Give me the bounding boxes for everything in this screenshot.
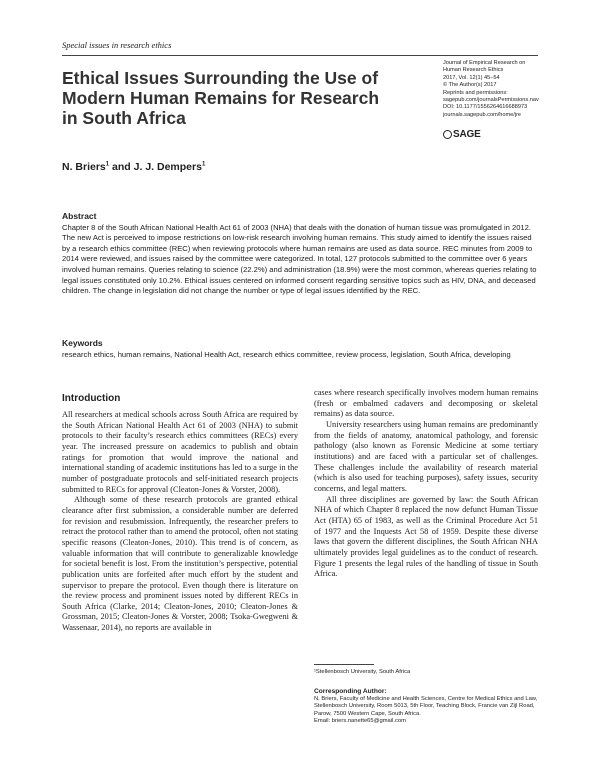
author-name: J. J. Dempers [133, 161, 202, 173]
affiliation-mark: 1 [105, 161, 110, 168]
keywords-heading: Keywords [62, 338, 103, 348]
corresponding-author-address: N. Briers, Faculty of Medicine and Health Sciences, Centre for Medical Ethics and Law, Stellenbosch University, Room 5013, 5th Floor, Teaching Block, Francie van Zijl Road, Parow, 7500 Western Cape, South Africa. [314, 695, 538, 717]
author-name: N. Briers [62, 161, 106, 173]
corresponding-author-email[interactable]: Email: briers.nanette65@gmail.com [314, 718, 406, 725]
journal-info-line: © The Author(s) 2017 [443, 82, 497, 89]
body-paragraph: University researchers using human remains are predominantly from the fields of anatomy, anatomical pathology, and forensic pathology (also known as Forensic Medicine at some tertiary institutions) and are faced with a particular set of challenges. These challenges include the availability of research material (which is also used for teaching purposes), safety issues, security concerns, and legal matters. [314, 419, 538, 493]
article-title: Ethical Issues Surrounding the Use of Modern Human Remains for Research in South Africa [62, 68, 380, 128]
keywords [62, 338, 538, 360]
header-divider [62, 55, 538, 56]
body-paragraph: Although some of these research protocols are granted ethical clearance after first submission, a considerable number are deferred for revision and resubmission. Infrequently, the researcher prefers to retract the protocol rather than to amend the protocol, often not stating specific reasons (Cleaton-Jones, 2010). This trend is of concern, as valuable information that will contribute to generalizable knowledge for societal benefit is lost. From the institution’s perspective, potential publication units are forfeited after much effort by the student and supervisor to prepare the protocol. Even though there is literature on the review process and prominent issues noted by different RECs in South Africa (Clarke, 2014; Cleaton-Jones, 2010; Cleaton-Jones & Grossman, 2015; Cleaton-Jones & Vorster, 2008; Tsoka-Gwegweni & Wassenaar, 2014), no reports are available in [62, 495, 298, 633]
authors [62, 161, 205, 173]
abstract [62, 211, 538, 297]
affiliation-footnote: ¹Stellenbosch University, South Africa [314, 669, 411, 675]
corresponding-author [314, 688, 538, 726]
journal-info [443, 60, 563, 119]
keywords-text: research ethics, human remains, National Health Act, research ethics committee, review process, legislation, South Africa, developing [62, 349, 511, 359]
journal-info-line: Human Research Ethics [443, 67, 504, 74]
body-paragraph: cases where research specifically involves modern human remains (fresh or embalmed cadavers and decomposing or skeletal remains) as data source. [314, 388, 538, 419]
body-paragraph: All three disciplines are governed by law: the South African NHA of which Chapter 8 replaced the now defunct Human Tissue Act (HTA) 65 of 1983, as well as the Criminal Procedure Act 51 of 1977 and the Inquests Act 58 of 1959. Despite these diverse laws that govern the different disciplines, the South African NHA ultimately provides legal guidelines as to the conduct of research. Figure 1 presents the legal rules of the handling of tissue in South Africa. [314, 494, 538, 579]
body-column-left [62, 410, 298, 634]
sage-logo-icon [443, 130, 452, 139]
journal-info-line: 2017, Vol. 12(1) 45–54 [443, 74, 500, 81]
journal-info-line: Journal of Empirical Research on [443, 60, 526, 66]
introduction-heading: Introduction [62, 393, 121, 404]
journal-info-line: Reprints and permissions: [443, 89, 508, 96]
body-column-right [314, 388, 538, 580]
sage-logo [443, 129, 481, 140]
body-paragraph: All researchers at medical schools across South Africa are required by the South African National Health Act 61 of 2003 (NHA) to submit protocols to their faculty’s research ethics committees (RECs) every year. The increased pressure on academics to publish and obtain ratings for promotion that would improve the national and international standing of academic institutions has led to a surge in the number of postgraduate protocols and self-initiated research projects submitted to RECs for approval (Cleaton-Jones & Vorster, 2008). [62, 410, 298, 494]
abstract-text: Chapter 8 of the South African National Health Act 61 of 2003 (NHA) that deals with the donation of human tissue was promulgated in 2012. The new Act is perceived to impose restrictions on low-risk research involving human remains. This study aimed to identify the issues raised by a research ethics committee (REC) when reviewing protocols where human remains are used as data source. REC minutes from 2009 to 2014 were reviewed, and issues raised by the committee were categorized. In total, 127 protocols submitted to the committee over 6 years involved human remains. Queries relating to science (22.2%) and administration (18.9%) were the most common, whereas queries relating to legal issues constituted only 10.2%. Ethical issues centered on informed consent regarding sensitive topics such as HIV, DNA, and deceased children. The change in legislation did not change the number or type of legal issues identified by the REC. [62, 222, 537, 296]
affiliation-mark: 1 [201, 161, 206, 168]
journal-info-line[interactable]: journals.sagepub.com/home/jre [443, 111, 522, 118]
publisher-name: SAGE [453, 129, 481, 140]
section-label: Special issues in research ethics [62, 40, 172, 50]
corresponding-author-label: Corresponding Author: [314, 688, 387, 695]
footnote-divider [314, 664, 374, 665]
author-separator: and [109, 161, 134, 173]
abstract-heading: Abstract [62, 211, 97, 221]
journal-info-line[interactable]: sagepub.com/journalsPermissions.nav [443, 97, 539, 104]
journal-info-line[interactable]: DOI: 10.1177/1556264616688973 [443, 104, 528, 111]
